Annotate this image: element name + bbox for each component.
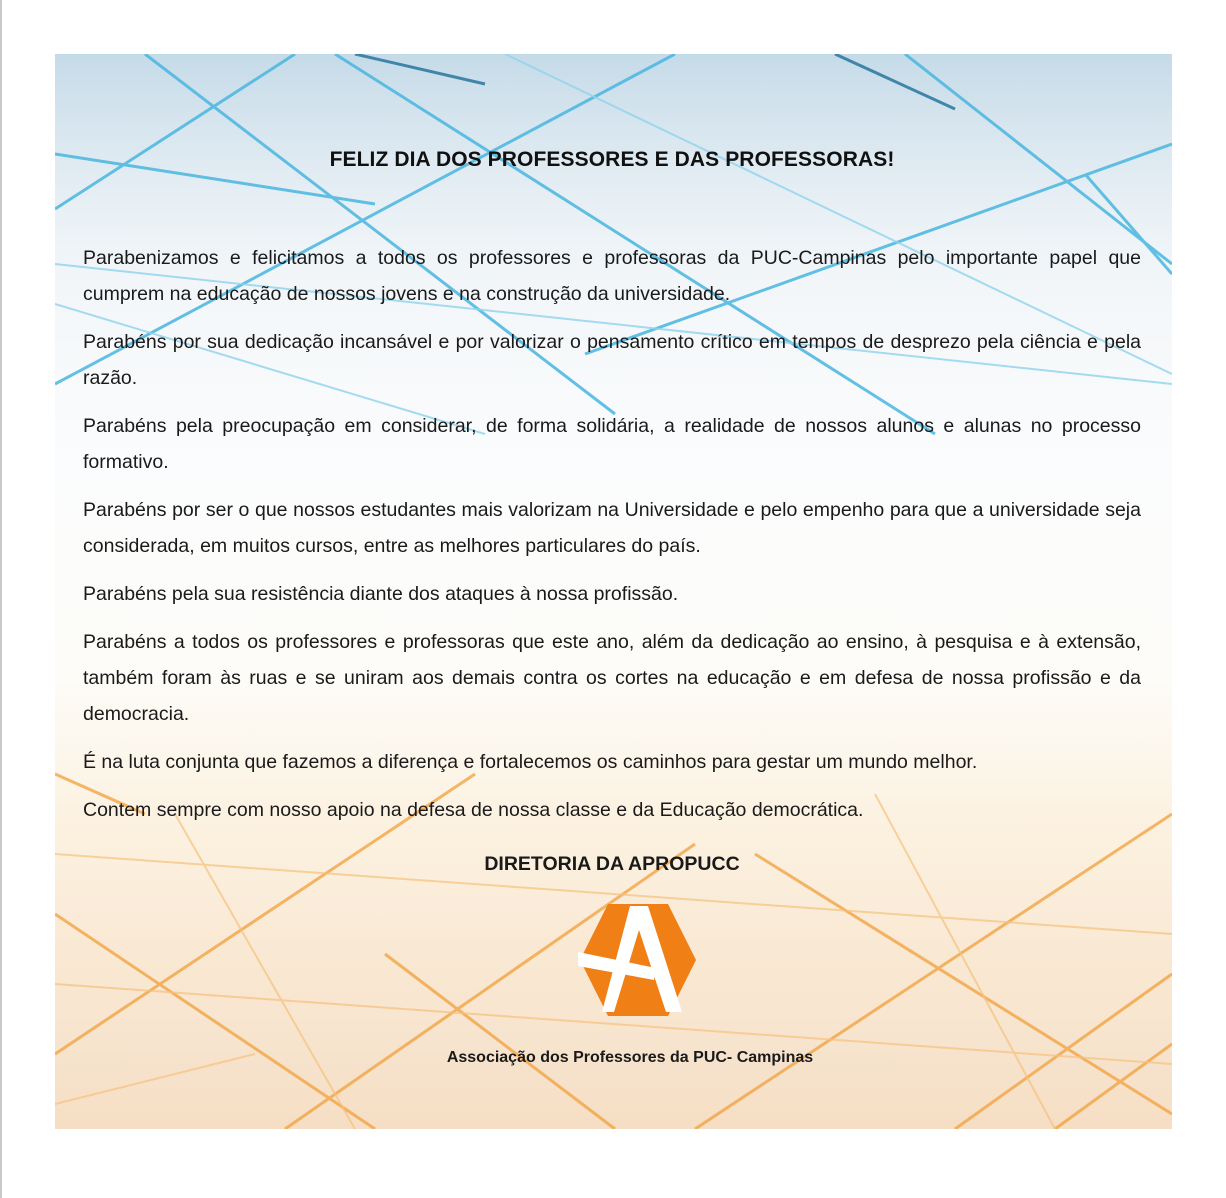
signature: DIRETORIA DA APROPUCC — [484, 853, 740, 875]
letter-content — [83, 54, 1141, 1129]
paragraph: Parabéns pela sua resistência diante dos ataques à nossa profissão. — [83, 583, 679, 605]
paragraph: Contem sempre com nosso apoio na defesa de nossa classe e da Educação democrática. — [83, 799, 864, 821]
page-title: FELIZ DIA DOS PROFESSORES E DAS PROFESSORAS! — [329, 148, 895, 171]
paragraph: Parabéns pela preocupação em considerar, de forma solidária, a realidade de nossos alunos e alunas no processo formativo. — [83, 415, 1141, 473]
page-left-border — [0, 0, 2, 1198]
paragraph: Parabéns por sua dedicação incansável e por valorizar o pensamento crítico em tempos de desprezo pela ciência e pela razão. — [83, 331, 1141, 389]
paragraph: É na luta conjunta que fazemos a diferença e fortalecemos os caminhos para gestar um mundo melhor. — [83, 751, 978, 773]
paragraph: Parabéns por ser o que nossos estudantes mais valorizam na Universidade e pelo empenho para que a universidade seja considerada, em muitos cursos, entre as melhores particulares do país. — [83, 499, 1141, 557]
association-name: Associação dos Professores da PUC- Campinas — [446, 1049, 814, 1066]
greeting-card — [55, 54, 1172, 1129]
paragraph: Parabenizamos e felicitamos a todos os professores e professoras da PUC-Campinas pelo importante papel que cumprem na educação de nossos jovens e na construção da universidade. — [83, 247, 1141, 305]
paragraph: Parabéns a todos os professores e professoras que este ano, além da dedicação ao ensino, à pesquisa e à extensão, também foram às ruas e se uniram aos demais contra os cortes na educação e em defesa de nossa profissão e da democracia. — [83, 631, 1141, 725]
apropucc-logo-icon — [578, 900, 698, 1020]
letter-body — [83, 240, 1141, 840]
